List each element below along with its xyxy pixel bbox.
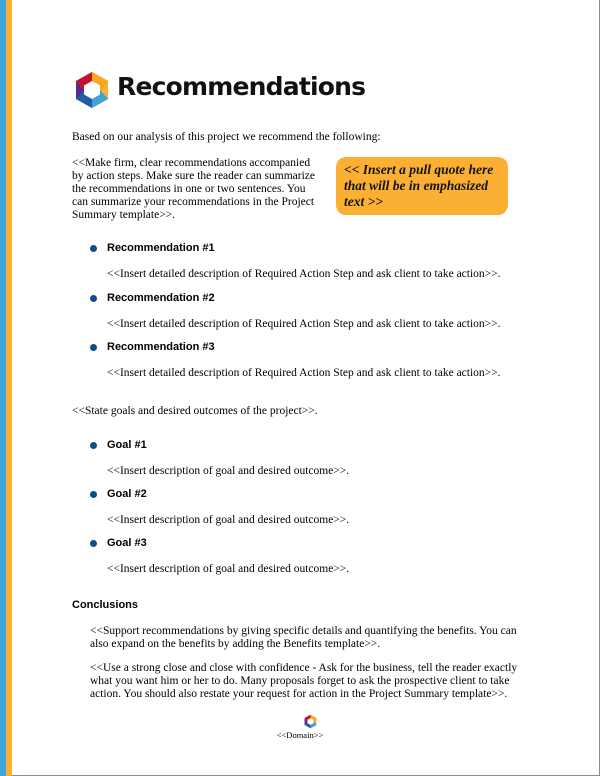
recommendation-heading: Recommendation #2 — [107, 292, 215, 304]
goal-text: <<Insert description of goal and desired outcome>>. — [107, 514, 350, 526]
recommendation-text: <<Insert detailed description of Required Action Step and ask client to take action>>. — [107, 268, 501, 280]
footer-domain: <<Domain>> — [276, 730, 324, 740]
pull-quote-box — [336, 157, 508, 215]
goal-text: <<Insert description of goal and desired outcome>>. — [107, 465, 350, 477]
bullet-icon — [90, 540, 97, 547]
conclusions-heading: Conclusions — [72, 599, 139, 611]
instruction-paragraph: <<Make firm, clear recommendations accompanied by action steps. Make sure the reader can summarize the recommendations in one or two sentences. You can summarize your recommendations in the Project Summary template>>. — [72, 157, 315, 221]
hexagon-logo-icon — [72, 70, 112, 110]
goal-heading: Goal #3 — [107, 537, 147, 549]
recommendation-text: <<Insert detailed description of Required Action Step and ask client to take action>>. — [107, 367, 501, 379]
goals-intro: <<State goals and desired outcomes of the project>>. — [72, 405, 318, 417]
bullet-icon — [90, 442, 97, 449]
goal-text: <<Insert description of goal and desired outcome>>. — [107, 563, 350, 575]
conclusions-paragraph-1: <<Support recommendations by giving specific details and quantifying the benefits. You can also expand on the benefits by adding the Benefits template>>. — [90, 625, 517, 650]
goal-heading: Goal #2 — [107, 488, 147, 500]
bullet-icon — [90, 295, 97, 302]
bullet-icon — [90, 491, 97, 498]
pull-quote-text: << Insert a pull quote here that will be in emphasized text >> — [344, 162, 494, 209]
bullet-icon — [90, 245, 97, 252]
recommendation-text: <<Insert detailed description of Required Action Step and ask client to take action>>. — [107, 318, 501, 330]
intro-paragraph: Based on our analysis of this project we recommend the following: — [72, 131, 381, 143]
recommendation-heading: Recommendation #3 — [107, 341, 215, 353]
conclusions-paragraph-2: <<Use a strong close and close with confidence - Ask for the business, tell the reader exactly what you want him or her to do. Many proposals forget to ask the prospective client to take action. You should also restate your request for action in the Project Summary template>>. — [90, 662, 518, 700]
goal-heading: Goal #1 — [107, 439, 147, 451]
recommendation-heading: Recommendation #1 — [107, 242, 215, 254]
page-title: Recommendations — [117, 72, 366, 101]
footer-hexagon-logo-icon — [303, 714, 318, 729]
left-orange-stripe — [6, 0, 12, 776]
bullet-icon — [90, 344, 97, 351]
